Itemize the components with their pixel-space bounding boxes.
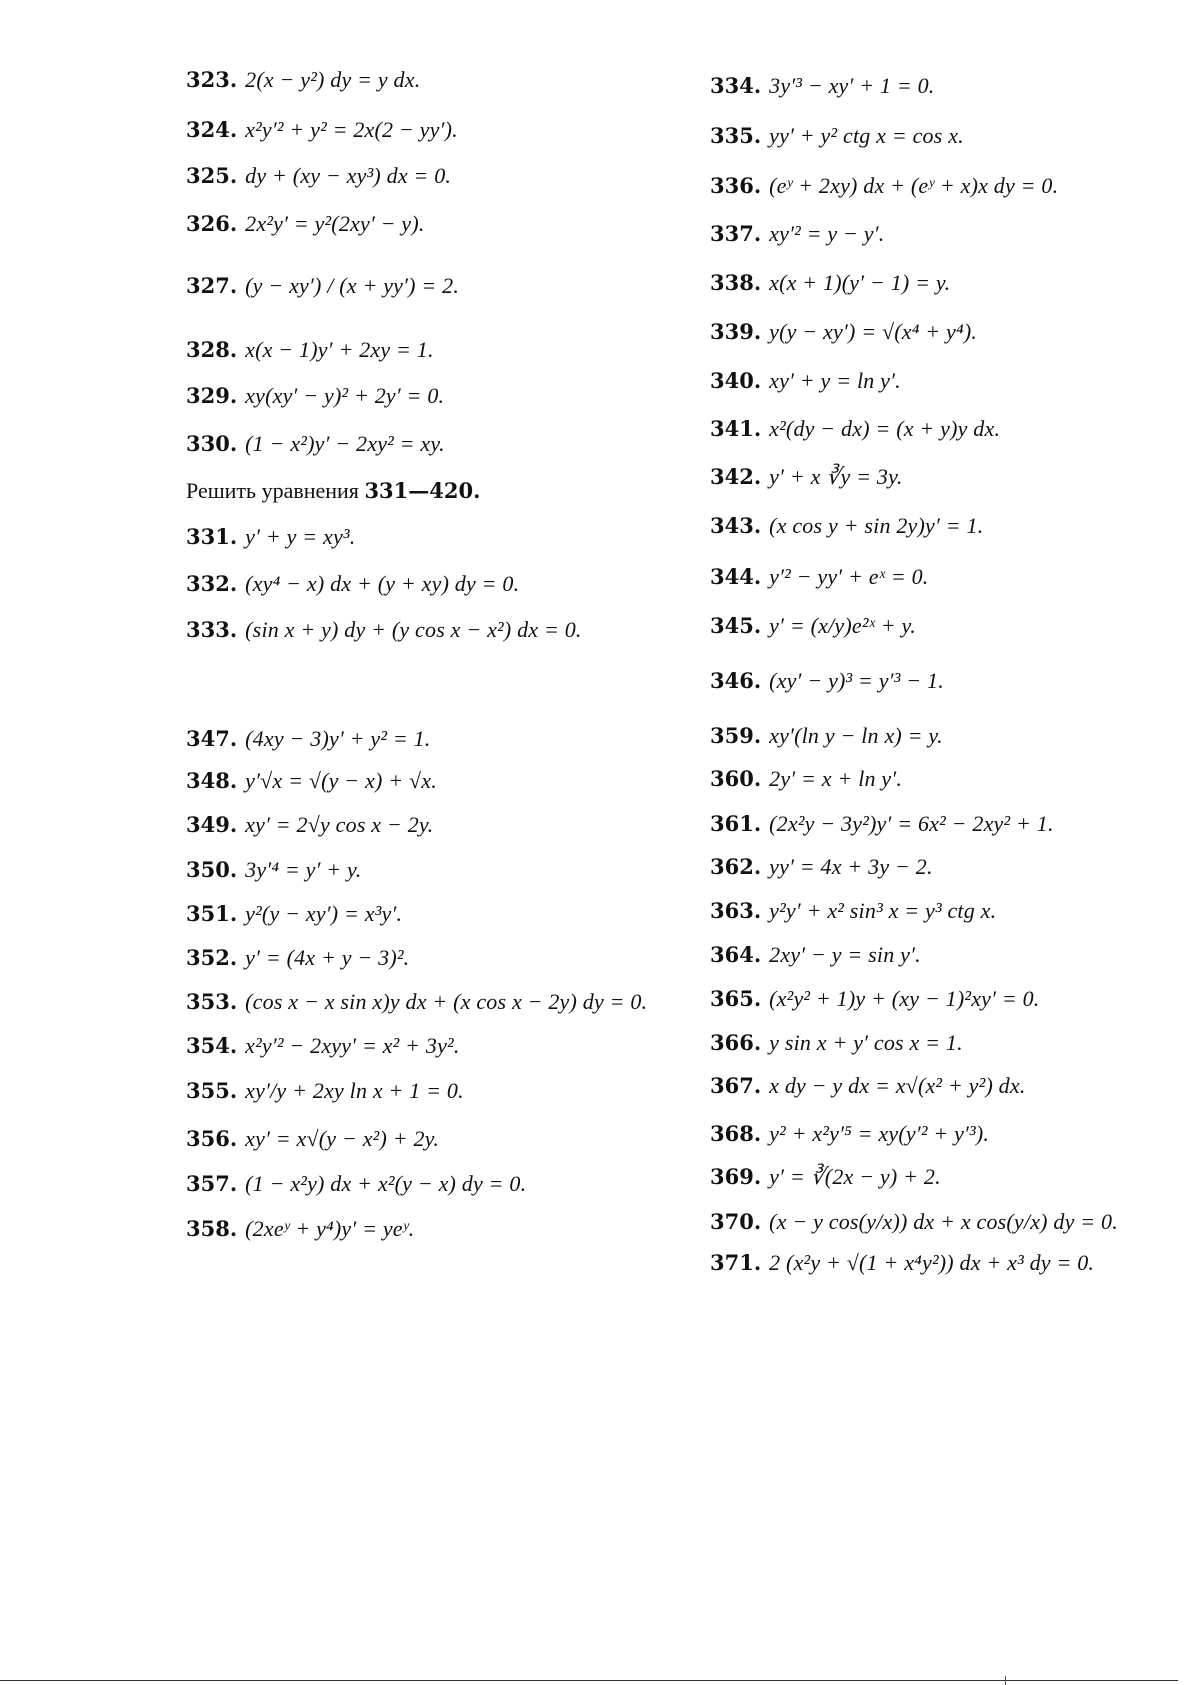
problem-item [710, 512, 983, 540]
problem-equation: (x cos y + sin 2y)y′ = 1. [769, 513, 984, 538]
problem-number: 326. [186, 211, 238, 236]
problem-equation: x²y′² − 2xyy′ = x² + 3y². [245, 1033, 460, 1058]
problem-equation: (4xy − 3)y′ + y² = 1. [245, 726, 431, 751]
problem-item [710, 941, 921, 969]
problem-item [186, 725, 431, 753]
problem-equation: 2x²y′ = y²(2xy′ − y). [245, 211, 425, 236]
problem-equation: (xy′ − y)³ = y′³ − 1. [769, 668, 944, 693]
problem-equation: y′ = (x/y)e²ˣ + y. [769, 613, 916, 638]
problem-number: 365. [710, 986, 762, 1011]
problem-number: 347. [186, 726, 238, 751]
problem-number: 342. [710, 464, 762, 489]
problem-item [710, 122, 964, 150]
problem-item [186, 1215, 414, 1243]
problem-number: 371. [710, 1250, 762, 1275]
problem-number: 330. [186, 431, 238, 456]
problem-number: 361. [710, 811, 762, 836]
problem-equation: dy + (xy − xy³) dx = 0. [245, 163, 452, 188]
problem-number: 349. [186, 812, 238, 837]
page-rule-tick [1005, 1676, 1006, 1685]
problem-number: 341. [710, 416, 762, 441]
problem-number: 345. [710, 613, 762, 638]
problem-item [186, 988, 647, 1016]
problem-item [186, 1032, 460, 1060]
problem-number: 331. [186, 524, 238, 549]
problem-equation: y′ + x ∛y = 3y. [769, 464, 903, 489]
problem-number: 327. [186, 273, 238, 298]
problem-equation: y(y − xy′) = √(x⁴ + y⁴). [769, 319, 978, 344]
problem-equation: (cos x − x sin x)y dx + (x cos x − 2y) dy = 0. [245, 989, 648, 1014]
problem-number: 336. [710, 173, 762, 198]
problem-equation: y sin x + y′ cos x = 1. [769, 1030, 963, 1055]
problem-equation: xy′ + y = ln y′. [769, 368, 901, 393]
problem-item [710, 897, 996, 925]
problem-equation: (1 − x²y) dx + x²(y − x) dy = 0. [245, 1171, 527, 1196]
problem-equation: y′ = (4x + y − 3)². [245, 945, 410, 970]
problem-number: 344. [710, 564, 762, 589]
problem-equation: y′√x = √(y − x) + √x. [245, 768, 437, 793]
problem-item [710, 463, 903, 491]
problem-item [710, 1029, 963, 1057]
problem-item [186, 162, 451, 190]
problem-equation: 2xy′ − y = sin y′. [769, 942, 921, 967]
problem-equation: (x − y cos(y/x)) dx + x cos(y/x) dy = 0. [769, 1209, 1118, 1234]
instruction-text: Решить уравнения [186, 478, 365, 503]
problem-number: 333. [186, 617, 238, 642]
problem-number: 355. [186, 1078, 238, 1103]
problem-item [710, 853, 933, 881]
page-bottom-rule [0, 1680, 1178, 1681]
problem-item [710, 563, 928, 591]
problem-equation: (eʸ + 2xy) dx + (eʸ + x)x dy = 0. [769, 173, 1059, 198]
problem-number: 368. [710, 1121, 762, 1146]
problem-number: 346. [710, 668, 762, 693]
problem-number: 334. [710, 73, 762, 98]
problem-item [186, 430, 445, 458]
problem-number: 369. [710, 1164, 762, 1189]
problem-number: 358. [186, 1216, 238, 1241]
problem-item [186, 811, 433, 839]
problem-number: 348. [186, 768, 238, 793]
problem-equation: x(x − 1)y′ + 2xy = 1. [245, 337, 434, 362]
problem-number: 366. [710, 1030, 762, 1055]
problem-number: 353. [186, 989, 238, 1014]
problem-number: 332. [186, 571, 238, 596]
section-instruction [186, 477, 480, 505]
problem-equation: y′ + y = xy³. [245, 524, 356, 549]
instruction-range: 331—420. [364, 478, 481, 503]
problem-item [710, 318, 977, 346]
problem-number: 359. [710, 723, 762, 748]
problem-equation: x(x + 1)(y′ − 1) = y. [769, 270, 951, 295]
problem-number: 323. [186, 67, 238, 92]
problem-item [710, 172, 1058, 200]
problem-equation: 3y′⁴ = y′ + y. [245, 857, 362, 882]
problem-number: 354. [186, 1033, 238, 1058]
problem-number: 352. [186, 945, 238, 970]
problem-number: 343. [710, 513, 762, 538]
problem-item [186, 900, 402, 928]
problem-item [186, 336, 434, 364]
problem-item [710, 1163, 941, 1191]
problem-item [710, 1120, 989, 1148]
problem-item [710, 269, 950, 297]
problem-item [710, 367, 901, 395]
problem-equation: y²(y − xy′) = x³y′. [245, 901, 403, 926]
problem-equation: x dy − y dx = x√(x² + y²) dx. [769, 1073, 1026, 1098]
problem-item [710, 722, 943, 750]
problem-equation: y′² − yy′ + eˣ = 0. [769, 564, 929, 589]
problem-item [710, 72, 935, 100]
problem-equation: yy′ + y² ctg x = cos x. [769, 123, 964, 148]
problem-equation: xy′/y + 2xy ln x + 1 = 0. [245, 1078, 464, 1103]
problem-equation: (2xeʸ + y⁴)y′ = yeʸ. [245, 1216, 415, 1241]
problem-equation: 2(x − y²) dy = y dx. [245, 67, 421, 92]
problem-item [710, 1249, 1094, 1277]
problem-item [710, 810, 1054, 838]
problem-number: 360. [710, 766, 762, 791]
problem-number: 364. [710, 942, 762, 967]
problem-item [186, 616, 582, 644]
problem-equation: x²y′² + y² = 2x(2 − yy′). [245, 117, 458, 142]
problem-equation: y² + x²y′⁵ = xy(y′² + y′³). [769, 1121, 990, 1146]
problem-number: 338. [710, 270, 762, 295]
problem-item [186, 116, 458, 144]
problem-number: 363. [710, 898, 762, 923]
problem-number: 357. [186, 1171, 238, 1196]
problem-item [710, 415, 1000, 443]
problem-equation: (x²y² + 1)y + (xy − 1)²xy′ = 0. [769, 986, 1040, 1011]
problem-equation: (y − xy′) / (x + yy′) = 2. [245, 273, 460, 298]
problem-item [186, 272, 459, 300]
problem-number: 340. [710, 368, 762, 393]
problem-number: 328. [186, 337, 238, 362]
problem-equation: 2 (x²y + √(1 + x⁴y²)) dx + x³ dy = 0. [769, 1250, 1095, 1275]
problem-item [186, 856, 362, 884]
problem-item [186, 523, 355, 551]
problem-equation: y′ = ∛(2x − y) + 2. [769, 1164, 941, 1189]
problem-item [710, 985, 1040, 1013]
problem-number: 339. [710, 319, 762, 344]
problem-item [186, 944, 409, 972]
problem-item [186, 210, 425, 238]
problem-item [186, 570, 519, 598]
problem-item [186, 1077, 464, 1105]
problem-equation: xy(xy′ − y)² + 2y′ = 0. [245, 383, 445, 408]
problem-number: 351. [186, 901, 238, 926]
problem-item [186, 1170, 526, 1198]
problem-number: 337. [710, 221, 762, 246]
problem-number: 370. [710, 1209, 762, 1234]
problem-item [186, 382, 444, 410]
problem-equation: xy′ = x√(y − x²) + 2y. [245, 1126, 440, 1151]
problem-equation: (sin x + y) dy + (y cos x − x²) dx = 0. [245, 617, 582, 642]
problem-number: 362. [710, 854, 762, 879]
problem-item [186, 66, 420, 94]
problem-equation: 2y′ = x + ln y′. [769, 766, 903, 791]
problem-equation: 3y′³ − xy′ + 1 = 0. [769, 73, 935, 98]
problem-equation: x²(dy − dx) = (x + y)y dx. [769, 416, 1001, 441]
problem-equation: xy′ = 2√y cos x − 2y. [245, 812, 434, 837]
problem-item [710, 667, 944, 695]
problem-number: 350. [186, 857, 238, 882]
problem-number: 356. [186, 1126, 238, 1151]
problem-item [186, 1125, 439, 1153]
problem-number: 329. [186, 383, 238, 408]
problem-item [186, 767, 437, 795]
problem-equation: xy′² = y − y′. [769, 221, 885, 246]
problem-equation: (1 − x²)y′ − 2xy² = xy. [245, 431, 445, 456]
problem-number: 335. [710, 123, 762, 148]
problem-equation: (xy⁴ − x) dx + (y + xy) dy = 0. [245, 571, 520, 596]
problem-equation: y²y′ + x² sin³ x = y³ ctg x. [769, 898, 997, 923]
problem-item [710, 765, 902, 793]
problem-equation: (2x²y − 3y²)y′ = 6x² − 2xy² + 1. [769, 811, 1054, 836]
problem-number: 325. [186, 163, 238, 188]
problem-item [710, 220, 884, 248]
problem-item [710, 612, 916, 640]
problem-number: 324. [186, 117, 238, 142]
problem-item [710, 1208, 1118, 1236]
problem-equation: yy′ = 4x + 3y − 2. [769, 854, 933, 879]
problem-item [710, 1072, 1026, 1100]
problem-number: 367. [710, 1073, 762, 1098]
problem-equation: xy′(ln y − ln x) = y. [769, 723, 943, 748]
